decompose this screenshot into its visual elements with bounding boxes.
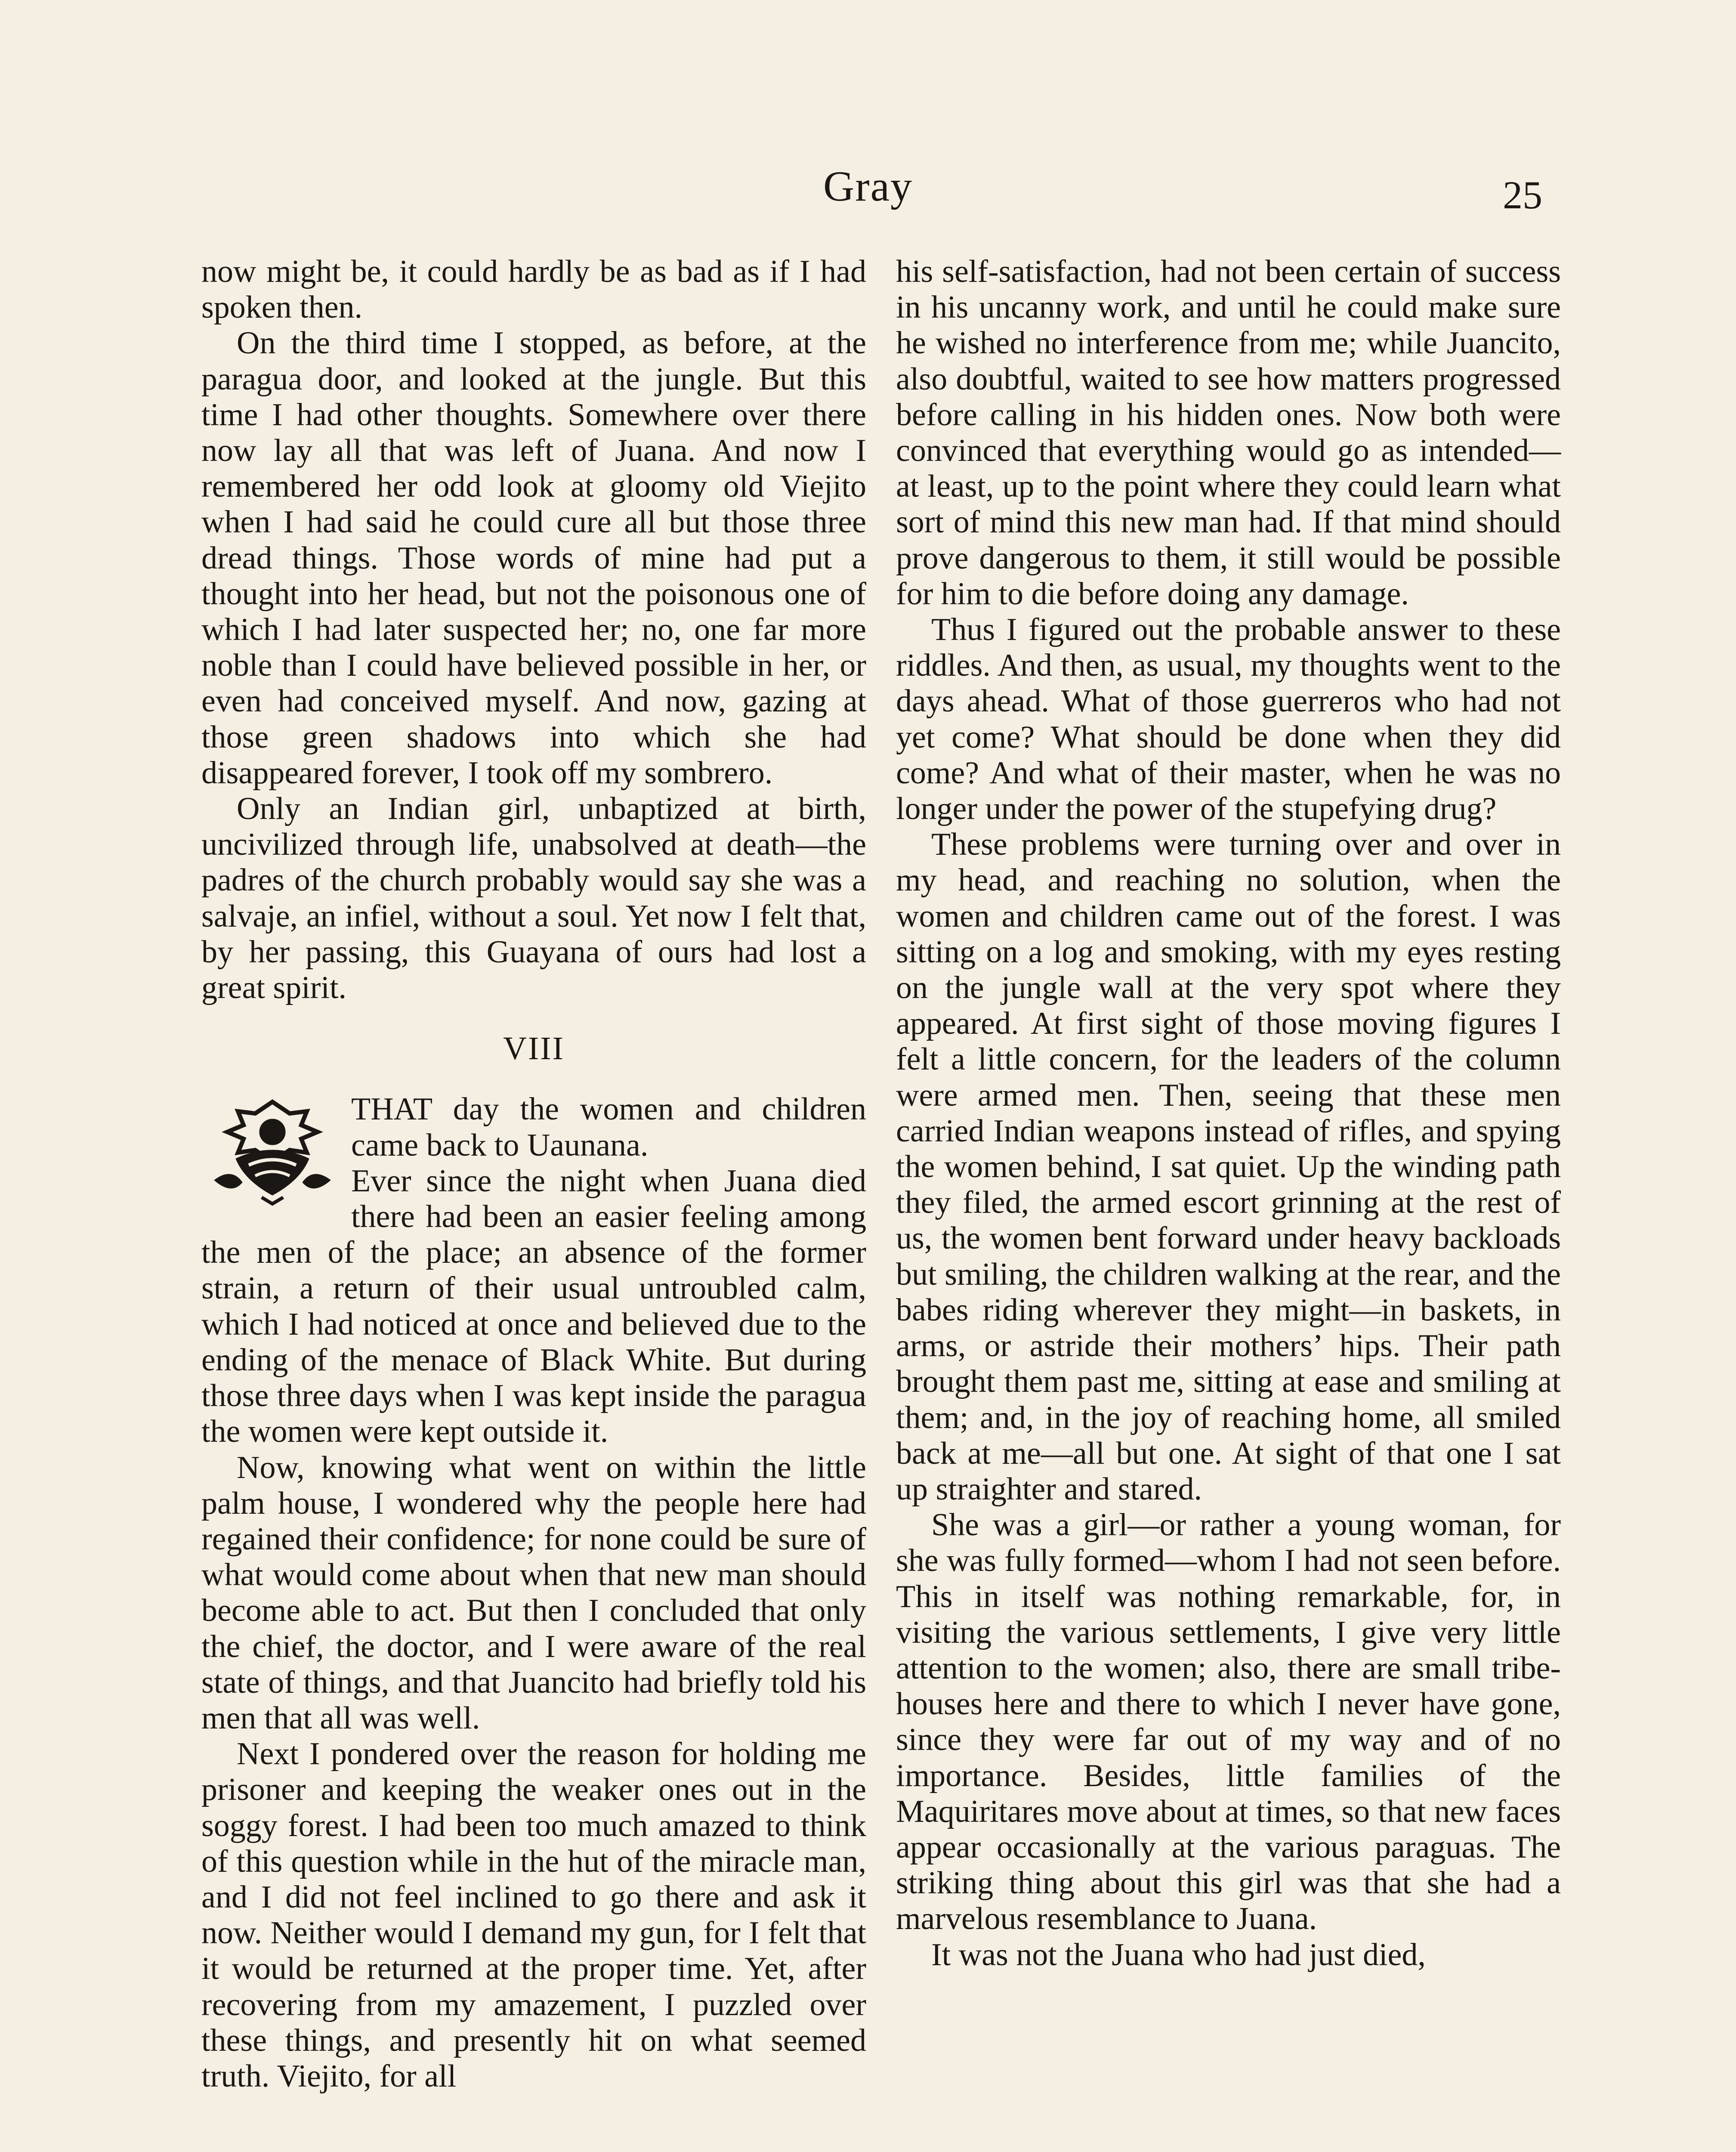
paragraph: THAT day the women and children came back to Uaunana.: [351, 1091, 866, 1163]
page-number: 25: [1503, 173, 1542, 217]
paragraph: Ever since the night when Juana died there had been an easier feeling among the men of the place; an absence of the former strain, a return of their usual untroubled calm, which I had noticed at once and believed due to the ending of the menace of Black White. But during those three days when I was kept inside the paragua the women were kept outside it.: [201, 1163, 866, 1450]
paragraph: She was a girl—or rather a young woman, for she was fully formed—whom I had not seen before. This in itself was nothing remarkable, for, in visiting the various settlements, I give very little attention to the women; also, there are small tribe-houses here and there to which I never have gone, since they were far out of my way and of no importance. Besides, little families of the Maquiritares move about at times, so that new faces appear occasionally at the various paraguas. The striking thing about this girl was that she had a marvelous resemblance to Juana.: [896, 1507, 1561, 1937]
paragraph: Now, knowing what went on within the little palm house, I wondered why the people here had regained their confidence; for none could be sure of what would come about when that new man should become able to act. But then I concluded that only the chief, the doctor, and I were aware of the real state of things, and that Juancito had briefly told his men that all was well.: [201, 1450, 866, 1736]
paragraph: On the third time I stopped, as before, at the paragua door, and looked at the jungle. But this time I had other thoughts. Somewhere over there now lay all that was left of Juana. And now I remembered her odd look at gloomy old Viejito when I had said he could cure all but those three dread things. Those words of mine had put a thought into her head, but not the poisonous one of which I had later suspected her; no, one far more noble than I could have believed possible in her, or even had conceived myself. And now, gazing at those green shadows into which she had disappeared forever, I took off my sombrero.: [201, 325, 866, 791]
left-column: [201, 254, 866, 2094]
right-column: [896, 254, 1561, 1973]
paragraph: Only an Indian girl, unbaptized at birth, uncivilized through life, unabsolved at death—the padres of the church probably would say she was a salvaje, an infiel, without a soul. Yet now I felt that, by her passing, this Guayana of ours had lost a great spirit.: [201, 791, 866, 1006]
running-title: Gray: [823, 162, 913, 210]
paragraph: These problems were turning over and over in my head, and reaching no solution, when the women and children came out of the forest. I was sitting on a log and smoking, with my eyes resting on the jungle wall at the very spot where they appeared. At first sight of those moving figures I felt a little concern, for the leaders of the column were armed men. Then, seeing that these men carried Indian weapons instead of rifles, and spying the women behind, I sat quiet. Up the winding path they filed, the armed escort grinning at the rest of us, the women bent forward under heavy backloads but smiling, the children walking at the rear, and the babes riding wherever they might—in baskets, in arms, or astride their mothers’ hips. Their path brought them past me, sitting at ease and smiling at them; and, in the joy of reaching home, all smiled back at me—all but one. At sight of that one I sat up straighter and stared.: [896, 827, 1561, 1507]
paragraph: It was not the Juana who had just died,: [931, 1937, 1426, 1973]
decorative-floral-ornament-icon: [201, 1094, 343, 1206]
paragraph: Thus I figured out the probable answer to these riddles. And then, as usual, my thoughts went to the days ahead. What of those guerreros who had not yet come? What should be done when they did come? And what of their master, when he was no longer under the power of the stupefying drug?: [896, 612, 1561, 827]
paragraph: Next I pondered over the reason for holding me prisoner and keeping the weaker ones out in the soggy forest. I had been too much amazed to think of this question while in the hut of the miracle man, and I did not feel inclined to go there and ask it now. Neither would I demand my gun, for I felt that it would be returned at the proper time. Yet, after recovering from my amazement, I puzzled over these things, and presently hit on what seemed truth. Viejito, for all: [201, 1736, 866, 2094]
section-heading: VIII: [503, 1030, 565, 1067]
paragraph: his self-satisfaction, had not been certain of success in his uncanny work, and until he could make sure he wished no interference from me; while Juancito, also doubtful, waited to see how matters progressed before calling in his hidden ones. Now both were convinced that everything would go as intended—at least, up to the point where they could learn what sort of mind this new man had. If that mind should prove dangerous to them, it still would be possible for him to die before doing any damage.: [896, 254, 1561, 612]
paragraph: now might be, it could hardly be as bad as if I had spoken then.: [201, 254, 866, 325]
